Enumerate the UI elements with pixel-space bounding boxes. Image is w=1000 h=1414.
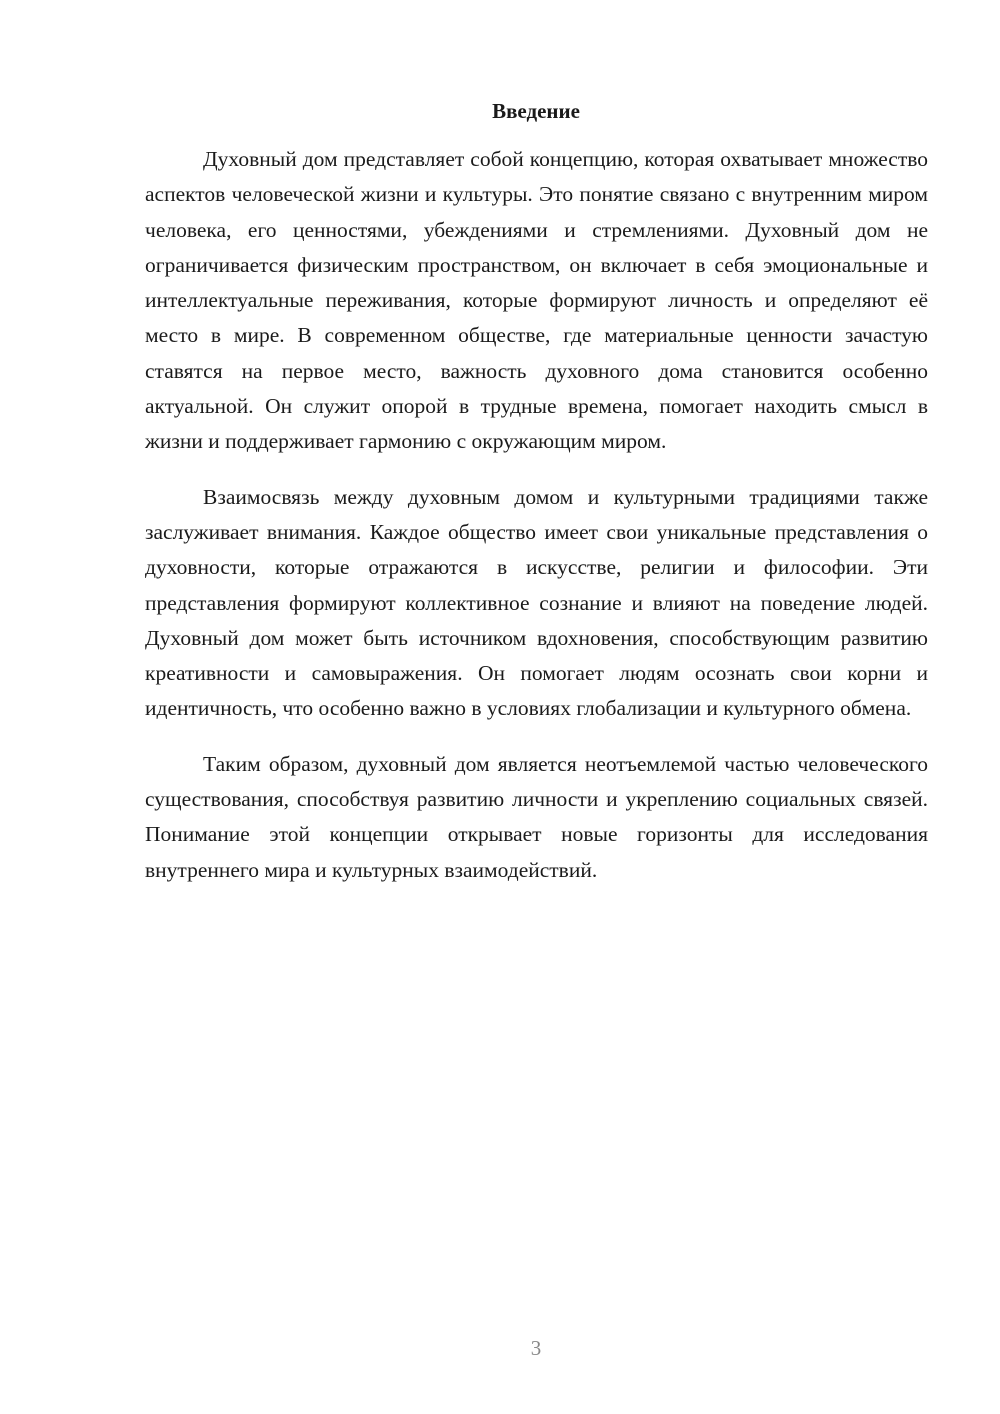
paragraph-3: Таким образом, духовный дом является неотъемлемой частью человеческого существования, способствуя развитию личности и укреплению социальных связей. Понимание этой концепции открывает новые горизонты для исследования внутреннего мира и культурных взаимодействий. (145, 751, 928, 882)
paragraph-2: Взаимосвязь между духовным домом и культурными традициями также заслуживает внимания. Каждое общество имеет свои уникальные представления о духовности, которые отражаются в искусстве, религии и философии. Эти представления формируют коллективное сознание и влияют на поведение людей. Духовный дом может быть источником вдохновения, способствующим развитию креативности и самовыражения. Он помогает людям осознать свои корни и идентичность, что особенно важно в условиях глобализации и культурного обмена. (145, 484, 928, 721)
page-number: 3 (530, 1336, 542, 1360)
paragraph-1: Духовный дом представляет собой концепцию, которая охватывает множество аспектов человеческой жизни и культуры. Это понятие связано с внутренним миром человека, его ценностями, убеждениями и стремлениями. Духовный дом не ограничивается физическим пространством, он включает в себя эмоциональные и интеллектуальные переживания, которые формируют личность и определяют её место в мире. В современном обществе, где материальные ценности зачастую ставятся на первое место, важность духовного дома становится особенно актуальной. Он служит опорой в трудные времена, помогает находить смысл в жизни и поддерживает гармонию с окружающим миром. (145, 147, 928, 454)
body-text (145, 142, 928, 888)
page-title: Введение (492, 99, 580, 123)
